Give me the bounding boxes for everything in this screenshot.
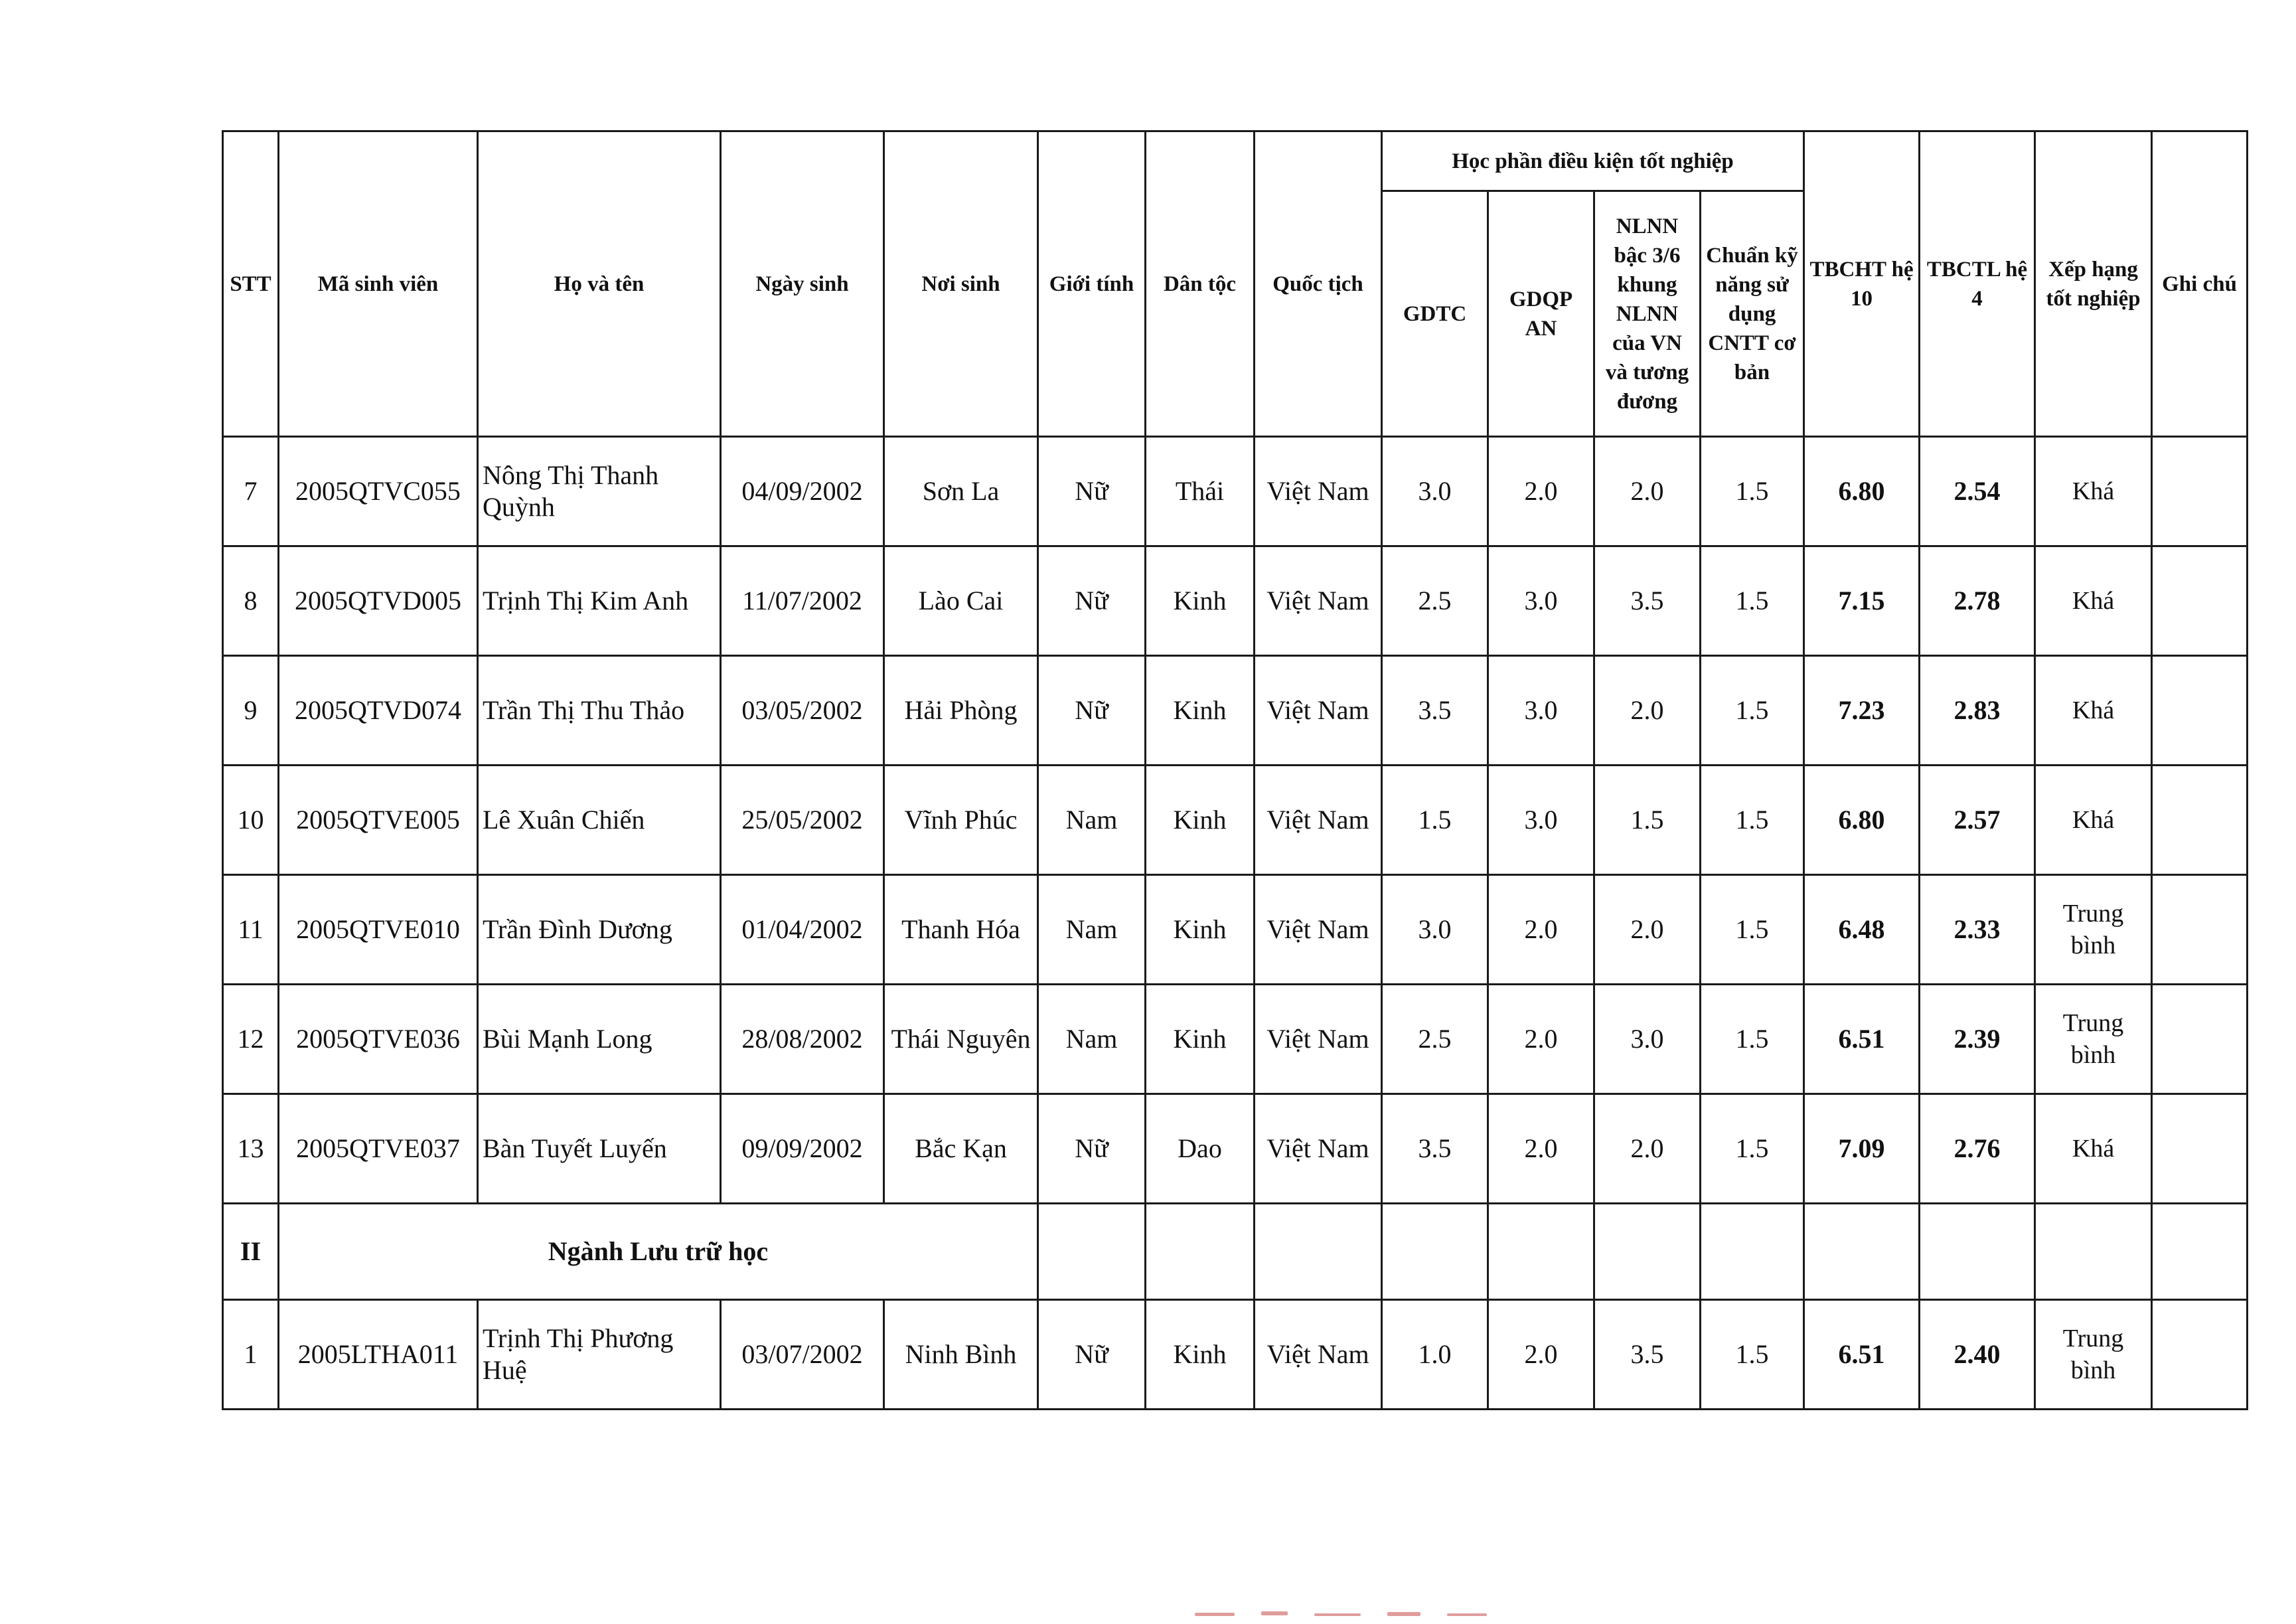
cell-tbctl: 2.76	[1920, 1094, 2035, 1204]
header-ethnicity: Dân tộc	[1146, 131, 1255, 437]
cell-nationality: Việt Nam	[1255, 1300, 1382, 1410]
cell-gender: Nữ	[1038, 437, 1146, 546]
cell-note	[2152, 985, 2248, 1094]
cell-nlnn: 2.0	[1594, 1094, 1701, 1204]
cell-name: Trịnh Thị Phương Huệ	[478, 1300, 721, 1410]
cell-rank: Trung bình	[2035, 875, 2152, 985]
section-empty-cell	[1701, 1204, 1804, 1300]
cell-ethnicity: Kinh	[1146, 875, 1255, 985]
table-body-group1	[223, 437, 2248, 1204]
header-stt: STT	[223, 131, 279, 437]
graduation-list-table	[222, 130, 2248, 1410]
header-cntt: Chuẩn kỹ năng sử dụng CNTT cơ bản	[1701, 191, 1804, 437]
stamp-speck-area	[1188, 1610, 1500, 1619]
cell-gdqp: 3.0	[1488, 546, 1594, 656]
cell-cntt: 1.5	[1701, 875, 1804, 985]
cell-gender: Nam	[1038, 875, 1146, 985]
cell-cntt: 1.5	[1701, 437, 1804, 546]
cell-nationality: Việt Nam	[1255, 437, 1382, 546]
table-row	[223, 656, 2248, 766]
cell-dob: 03/07/2002	[721, 1300, 884, 1410]
cell-tbctl: 2.40	[1920, 1300, 2035, 1410]
cell-birthplace: Ninh Bình	[884, 1300, 1038, 1410]
cell-nlnn: 1.5	[1594, 766, 1701, 875]
cell-name: Bùi Mạnh Long	[478, 985, 721, 1094]
cell-nlnn: 2.0	[1594, 875, 1701, 985]
cell-tbcht: 6.51	[1804, 985, 1920, 1094]
cell-name: Trịnh Thị Kim Anh	[478, 546, 721, 656]
stamp-speck	[1387, 1612, 1420, 1616]
cell-gdtc: 3.5	[1382, 656, 1488, 766]
cell-dob: 28/08/2002	[721, 985, 884, 1094]
cell-note	[2152, 437, 2248, 546]
cell-stt: 1	[223, 1300, 279, 1410]
header-gender: Giới tính	[1038, 131, 1146, 437]
cell-gender: Nữ	[1038, 546, 1146, 656]
cell-dob: 04/09/2002	[721, 437, 884, 546]
cell-tbcht: 6.48	[1804, 875, 1920, 985]
cell-cntt: 1.5	[1701, 546, 1804, 656]
section-header-group	[223, 1204, 2248, 1300]
section-empty-cell	[1594, 1204, 1701, 1300]
cell-gdtc: 1.5	[1382, 766, 1488, 875]
header-graduation-conditions: Học phần điều kiện tốt nghiệp	[1382, 131, 1804, 191]
header-student-id: Mã sinh viên	[279, 131, 478, 437]
cell-cntt: 1.5	[1701, 766, 1804, 875]
cell-birthplace: Sơn La	[884, 437, 1038, 546]
cell-cntt: 1.5	[1701, 656, 1804, 766]
cell-dob: 25/05/2002	[721, 766, 884, 875]
cell-cntt: 1.5	[1701, 1300, 1804, 1410]
header-rank: Xếp hạng tốt nghiệp	[2035, 131, 2152, 437]
cell-tbcht: 6.80	[1804, 766, 1920, 875]
cell-student-id: 2005QTVE037	[279, 1094, 478, 1204]
cell-student-id: 2005QTVD005	[279, 546, 478, 656]
cell-gdqp: 3.0	[1488, 656, 1594, 766]
cell-tbctl: 2.54	[1920, 437, 2035, 546]
cell-student-id: 2005QTVD074	[279, 656, 478, 766]
section-empty-cell	[1382, 1204, 1488, 1300]
cell-ethnicity: Kinh	[1146, 656, 1255, 766]
cell-nationality: Việt Nam	[1255, 766, 1382, 875]
cell-stt: 13	[223, 1094, 279, 1204]
cell-dob: 09/09/2002	[721, 1094, 884, 1204]
cell-stt: 7	[223, 437, 279, 546]
cell-name: Lê Xuân Chiến	[478, 766, 721, 875]
header-note: Ghi chú	[2152, 131, 2248, 437]
header-tbcht: TBCHT hệ 10	[1804, 131, 1920, 437]
cell-nationality: Việt Nam	[1255, 1094, 1382, 1204]
cell-stt: 12	[223, 985, 279, 1094]
cell-note	[2152, 1300, 2248, 1410]
cell-gdqp: 2.0	[1488, 985, 1594, 1094]
stamp-speck	[1314, 1613, 1361, 1616]
header-birthplace: Nơi sinh	[884, 131, 1038, 437]
cell-gdtc: 2.5	[1382, 985, 1488, 1094]
cell-tbcht: 7.09	[1804, 1094, 1920, 1204]
header-dob: Ngày sinh	[721, 131, 884, 437]
header-name: Họ và tên	[478, 131, 721, 437]
section-row	[223, 1204, 2248, 1300]
cell-ethnicity: Kinh	[1146, 985, 1255, 1094]
cell-dob: 01/04/2002	[721, 875, 884, 985]
cell-ethnicity: Kinh	[1146, 546, 1255, 656]
cell-birthplace: Vĩnh Phúc	[884, 766, 1038, 875]
cell-tbcht: 7.15	[1804, 546, 1920, 656]
cell-gdqp: 2.0	[1488, 1300, 1594, 1410]
cell-gdtc: 2.5	[1382, 546, 1488, 656]
header-nlnn: NLNN bậc 3/6 khung NLNN của VN và tương đương	[1594, 191, 1701, 437]
cell-birthplace: Hải Phòng	[884, 656, 1038, 766]
cell-gdqp: 2.0	[1488, 875, 1594, 985]
cell-tbctl: 2.78	[1920, 546, 2035, 656]
stamp-speck	[1195, 1613, 1235, 1616]
cell-cntt: 1.5	[1701, 1094, 1804, 1204]
cell-gender: Nữ	[1038, 656, 1146, 766]
header-gdtc: GDTC	[1382, 191, 1488, 437]
cell-tbcht: 6.80	[1804, 437, 1920, 546]
cell-stt: 11	[223, 875, 279, 985]
cell-rank: Khá	[2035, 766, 2152, 875]
cell-note	[2152, 875, 2248, 985]
cell-nlnn: 3.5	[1594, 546, 1701, 656]
table-row	[223, 1300, 2248, 1410]
cell-nationality: Việt Nam	[1255, 656, 1382, 766]
cell-dob: 11/07/2002	[721, 546, 884, 656]
section-empty-cell	[1038, 1204, 1146, 1300]
cell-tbcht: 7.23	[1804, 656, 1920, 766]
cell-student-id: 2005LTHA011	[279, 1300, 478, 1410]
table-row	[223, 437, 2248, 546]
cell-gender: Nam	[1038, 766, 1146, 875]
cell-nlnn: 3.5	[1594, 1300, 1701, 1410]
cell-gdqp: 3.0	[1488, 766, 1594, 875]
cell-birthplace: Bắc Kạn	[884, 1094, 1038, 1204]
cell-note	[2152, 1094, 2248, 1204]
cell-gdtc: 3.5	[1382, 1094, 1488, 1204]
cell-tbctl: 2.57	[1920, 766, 2035, 875]
section-numeral: II	[223, 1204, 279, 1300]
cell-note	[2152, 656, 2248, 766]
cell-name: Nông Thị Thanh Quỳnh	[478, 437, 721, 546]
cell-name: Trần Đình Dương	[478, 875, 721, 985]
cell-cntt: 1.5	[1701, 985, 1804, 1094]
cell-tbctl: 2.33	[1920, 875, 2035, 985]
cell-birthplace: Thanh Hóa	[884, 875, 1038, 985]
table-row	[223, 546, 2248, 656]
section-empty-cell	[1488, 1204, 1594, 1300]
cell-tbctl: 2.83	[1920, 656, 2035, 766]
cell-gdtc: 3.0	[1382, 437, 1488, 546]
cell-nationality: Việt Nam	[1255, 546, 1382, 656]
cell-stt: 8	[223, 546, 279, 656]
header-tbctl: TBCTL hệ 4	[1920, 131, 2035, 437]
section-empty-cell	[1804, 1204, 1920, 1300]
header-gdqp: GDQP AN	[1488, 191, 1594, 437]
cell-student-id: 2005QTVE036	[279, 985, 478, 1094]
cell-student-id: 2005QTVE010	[279, 875, 478, 985]
cell-gdtc: 3.0	[1382, 875, 1488, 985]
header-nationality: Quốc tịch	[1255, 131, 1382, 437]
cell-ethnicity: Kinh	[1146, 1300, 1255, 1410]
cell-note	[2152, 766, 2248, 875]
table-row	[223, 1094, 2248, 1204]
cell-student-id: 2005QTVC055	[279, 437, 478, 546]
table-body-group2	[223, 1300, 2248, 1410]
cell-tbcht: 6.51	[1804, 1300, 1920, 1410]
cell-rank: Khá	[2035, 656, 2152, 766]
cell-rank: Khá	[2035, 546, 2152, 656]
cell-nlnn: 2.0	[1594, 656, 1701, 766]
table-row	[223, 985, 2248, 1094]
stamp-speck	[1447, 1613, 1487, 1616]
cell-nlnn: 3.0	[1594, 985, 1701, 1094]
cell-gender: Nam	[1038, 985, 1146, 1094]
table-row	[223, 766, 2248, 875]
cell-rank: Trung bình	[2035, 985, 2152, 1094]
section-empty-cell	[2035, 1204, 2152, 1300]
cell-birthplace: Lào Cai	[884, 546, 1038, 656]
cell-rank: Trung bình	[2035, 1300, 2152, 1410]
table-row	[223, 875, 2248, 985]
cell-rank: Khá	[2035, 437, 2152, 546]
cell-name: Bàn Tuyết Luyến	[478, 1094, 721, 1204]
cell-name: Trần Thị Thu Thảo	[478, 656, 721, 766]
cell-nationality: Việt Nam	[1255, 875, 1382, 985]
cell-ethnicity: Dao	[1146, 1094, 1255, 1204]
section-empty-cell	[1255, 1204, 1382, 1300]
cell-stt: 9	[223, 656, 279, 766]
cell-birthplace: Thái Nguyên	[884, 985, 1038, 1094]
cell-ethnicity: Kinh	[1146, 766, 1255, 875]
cell-nlnn: 2.0	[1594, 437, 1701, 546]
section-empty-cell	[1146, 1204, 1255, 1300]
cell-gdtc: 1.0	[1382, 1300, 1488, 1410]
cell-nationality: Việt Nam	[1255, 985, 1382, 1094]
cell-dob: 03/05/2002	[721, 656, 884, 766]
cell-note	[2152, 546, 2248, 656]
cell-tbctl: 2.39	[1920, 985, 2035, 1094]
cell-gdqp: 2.0	[1488, 437, 1594, 546]
cell-stt: 10	[223, 766, 279, 875]
cell-rank: Khá	[2035, 1094, 2152, 1204]
section-title: Ngành Lưu trữ học	[279, 1204, 1038, 1300]
cell-ethnicity: Thái	[1146, 437, 1255, 546]
cell-gdqp: 2.0	[1488, 1094, 1594, 1204]
section-empty-cell	[1920, 1204, 2035, 1300]
section-empty-cell	[2152, 1204, 2248, 1300]
cell-student-id: 2005QTVE005	[279, 766, 478, 875]
stamp-speck	[1261, 1611, 1288, 1615]
cell-gender: Nữ	[1038, 1300, 1146, 1410]
cell-gender: Nữ	[1038, 1094, 1146, 1204]
